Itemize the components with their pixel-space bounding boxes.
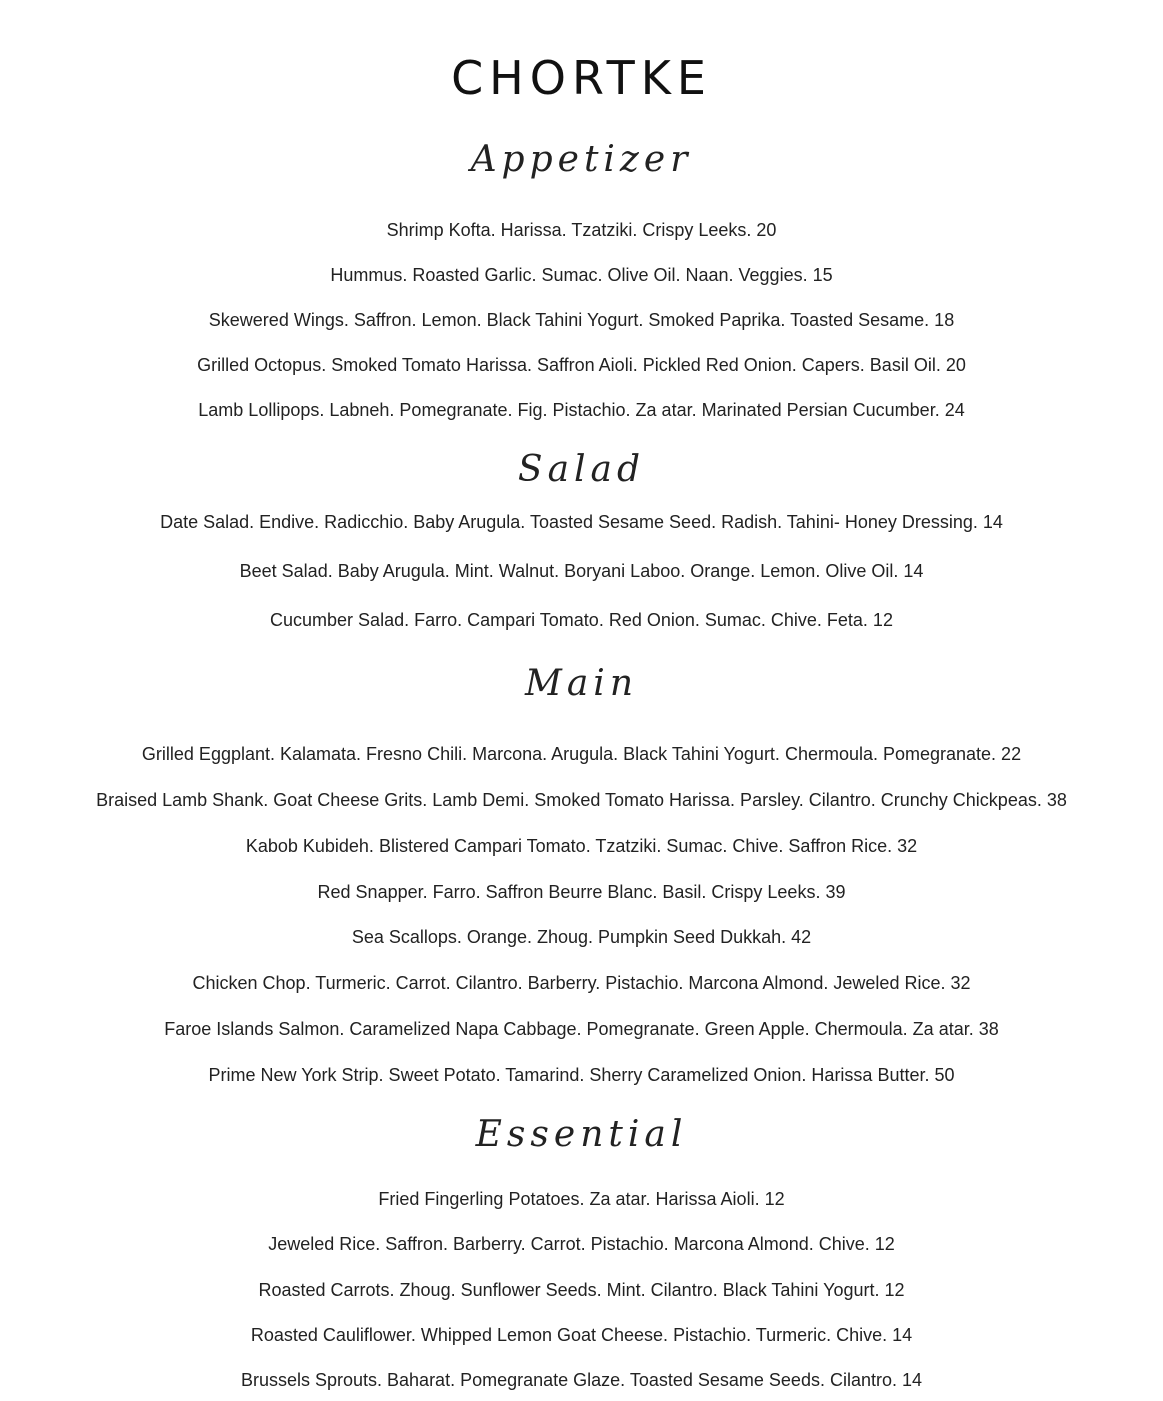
- section-title-main: Main: [524, 663, 639, 704]
- menu-item: Grilled Eggplant. Kalamata. Fresno Chili. Marcona. Arugula. Black Tahini Yogurt. Chermoula. Pomegranate. 22: [141, 744, 1022, 764]
- menu-item: Jeweled Rice. Saffron. Barberry. Carrot. Pistachio. Marcona Almond. Chive. 12: [268, 1234, 895, 1254]
- menu-item: Skewered Wings. Saffron. Lemon. Black Tahini Yogurt. Smoked Paprika. Toasted Sesame. 18: [208, 310, 955, 330]
- menu-item: Prime New York Strip. Sweet Potato. Tamarind. Sherry Caramelized Onion. Harissa Butter. 50: [208, 1065, 955, 1085]
- menu-item: Hummus. Roasted Garlic. Sumac. Olive Oil. Naan. Veggies. 15: [330, 265, 833, 285]
- menu-item: Cucumber Salad. Farro. Campari Tomato. Red Onion. Sumac. Chive. Feta. 12: [270, 610, 893, 630]
- section-title-essential: Essential: [475, 1114, 688, 1155]
- menu-item: Chicken Chop. Turmeric. Carrot. Cilantro. Barberry. Pistachio. Marcona Almond. Jeweled Rice. 32: [192, 973, 971, 993]
- menu-item: Braised Lamb Shank. Goat Cheese Grits. Lamb Demi. Smoked Tomato Harissa. Parsley. Cilantro. Crunchy Chickpeas. 38: [96, 790, 1067, 810]
- menu-item: Date Salad. Endive. Radicchio. Baby Arugula. Toasted Sesame Seed. Radish. Tahini- Honey Dressing. 14: [160, 512, 1003, 532]
- section-title-salad: Salad: [517, 449, 646, 490]
- menu-item: Brussels Sprouts. Baharat. Pomegranate Glaze. Toasted Sesame Seeds. Cilantro. 14: [240, 1370, 923, 1390]
- menu-item: Roasted Carrots. Zhoug. Sunflower Seeds. Mint. Cilantro. Black Tahini Yogurt. 12: [258, 1280, 905, 1300]
- menu-item: Sea Scallops. Orange. Zhoug. Pumpkin Seed Dukkah. 42: [351, 927, 812, 947]
- menu-item: Kabob Kubideh. Blistered Campari Tomato. Tzatziki. Sumac. Chive. Saffron Rice. 32: [245, 836, 918, 856]
- menu-item: Beet Salad. Baby Arugula. Mint. Walnut. Boryani Laboo. Orange. Lemon. Olive Oil. 14: [239, 561, 924, 581]
- menu-item: Red Snapper. Farro. Saffron Beurre Blanc. Basil. Crispy Leeks. 39: [317, 882, 846, 902]
- menu-item: Fried Fingerling Potatoes. Za atar. Harissa Aioli. 12: [378, 1189, 785, 1209]
- menu-item: Lamb Lollipops. Labneh. Pomegranate. Fig. Pistachio. Za atar. Marinated Persian Cucumber. 24: [198, 400, 965, 420]
- menu-item: Roasted Cauliflower. Whipped Lemon Goat Cheese. Pistachio. Turmeric. Chive. 14: [250, 1325, 913, 1345]
- restaurant-name: CHORTKE: [451, 51, 712, 105]
- menu-item: Grilled Octopus. Smoked Tomato Harissa. Saffron Aioli. Pickled Red Onion. Capers. Basil Oil. 20: [197, 355, 966, 375]
- section-title-appetizer: Appetizer: [470, 139, 693, 180]
- menu-item: Faroe Islands Salmon. Caramelized Napa Cabbage. Pomegranate. Green Apple. Chermoula. Za atar. 38: [164, 1019, 999, 1039]
- menu-item: Shrimp Kofta. Harissa. Tzatziki. Crispy Leeks. 20: [386, 220, 777, 240]
